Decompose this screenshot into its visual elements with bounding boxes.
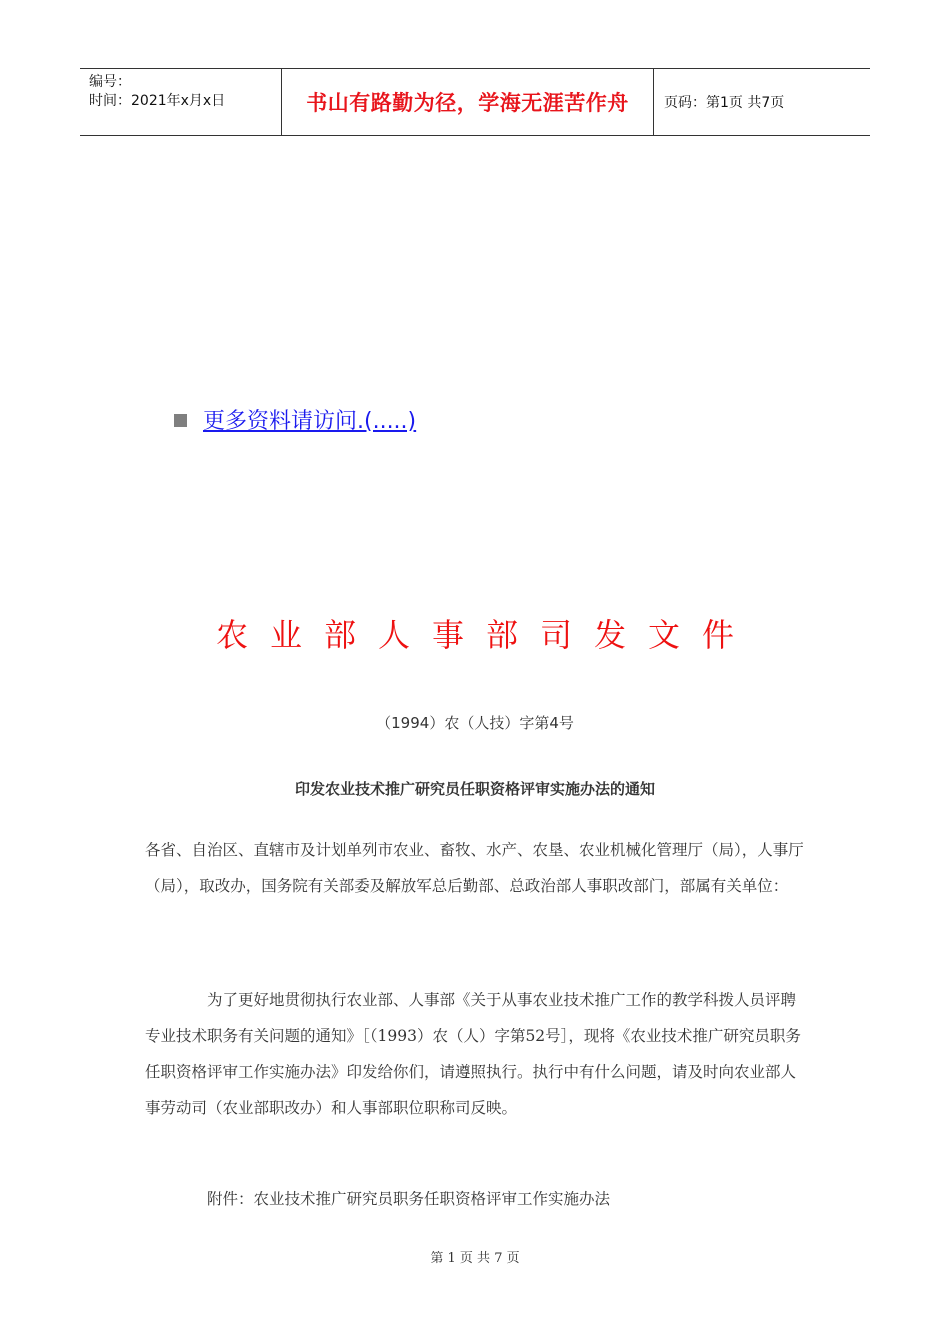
time-label: 时间：2021年x月x日 xyxy=(89,93,226,109)
page-info: 页码：第1页 共7页 xyxy=(664,95,785,111)
addressees-paragraph: 各省、自治区、直辖市及计划单列市农业、畜牧、水产、农垦、农业机械化管理厅（局），人事厅（局），取改办，国务院有关部委及解放军总后勤部、总政治部人事职改部门，部属有关单位： xyxy=(145,841,804,895)
motto-text: 书山有路勤为径，学海无涯苦作舟 xyxy=(306,91,629,115)
document-title: 农业部人事部司发文件 xyxy=(215,616,756,654)
square-bullet-icon xyxy=(174,414,187,427)
more-resources-link[interactable]: 更多资料请访问.(.....) xyxy=(203,409,417,434)
more-link-row xyxy=(174,404,416,435)
notice-title: 印发农业技术推广研究员任职资格评审实施办法的通知 xyxy=(294,780,655,798)
attachment-paragraph: 附件：农业技术推广研究员职务任职资格评审工作实施办法 xyxy=(207,1190,611,1208)
header-motto-cell xyxy=(282,69,654,135)
serial-label: 编号： xyxy=(89,74,131,90)
header-page-cell xyxy=(654,69,870,135)
document-number: （1994）农（人技）字第4号 xyxy=(376,714,574,732)
body-paragraph: 为了更好地贯彻执行农业部、人事部《关于从事农业技术推广工作的教学科拨人员评聘专业技术职务有关问题的通知》［（1993）农（人）字第52号］，现将《农业技术推广研究员职务任职资格评审工作实施办法》印发给你们，请遵照执行。执行中有什么问题，请及时向农业部人事劳动司（农业部职改办）和人事部职位职称司反映。 xyxy=(145,991,801,1117)
page-header xyxy=(80,68,870,136)
header-meta-cell xyxy=(80,69,282,135)
footer-page-number: 第 1 页 共 7 页 xyxy=(430,1251,520,1266)
